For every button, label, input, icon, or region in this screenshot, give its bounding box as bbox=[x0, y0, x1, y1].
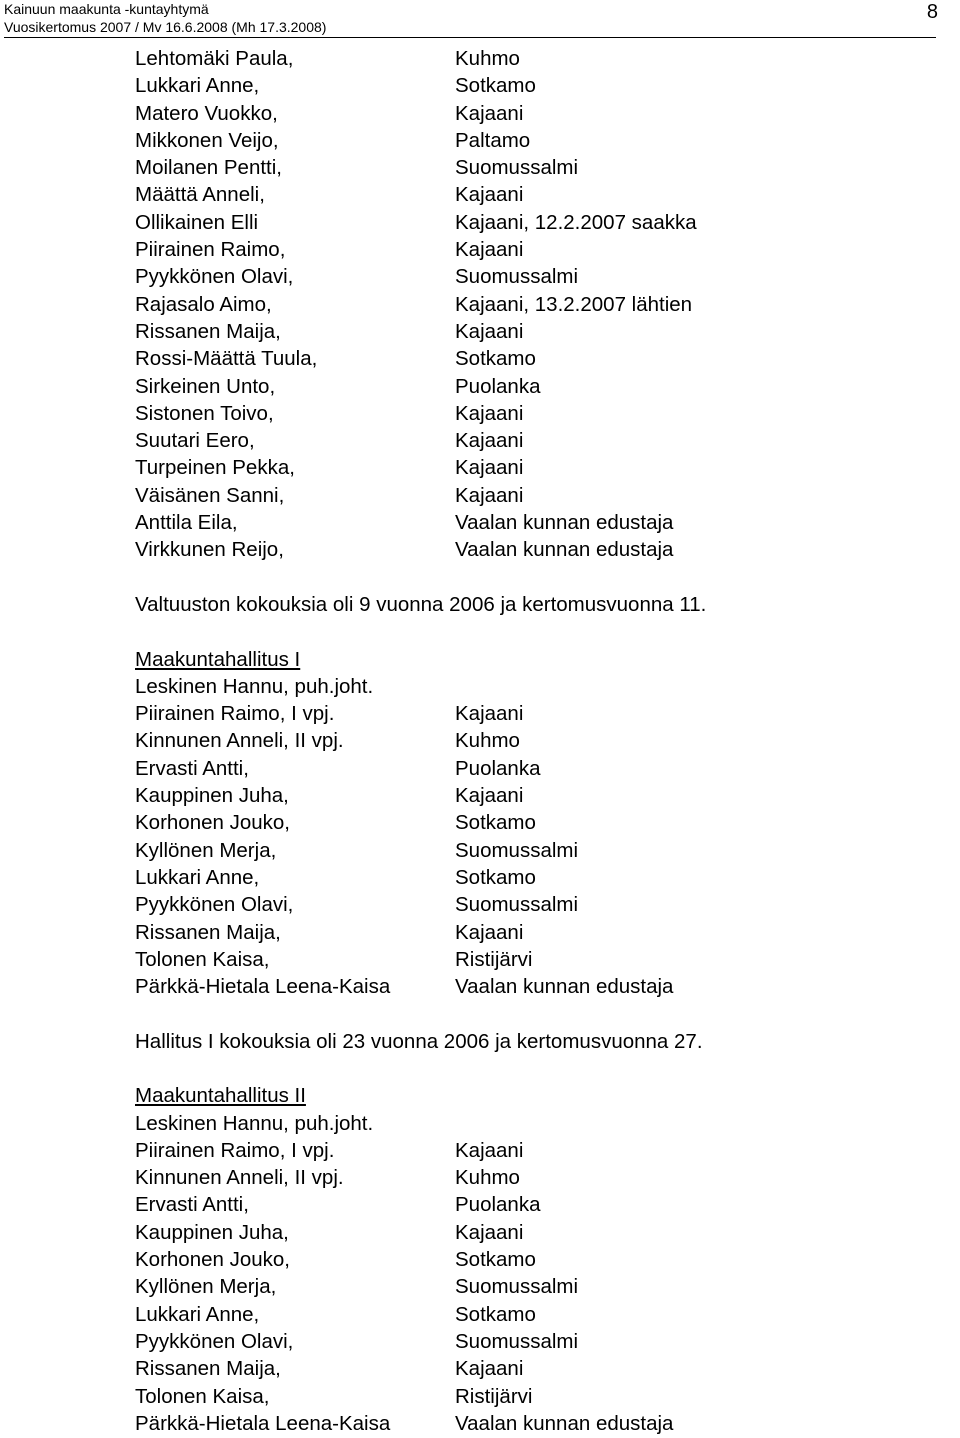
council-member-place: Kajaani bbox=[455, 101, 524, 125]
board2-member-place: Suomussalmi bbox=[455, 1275, 579, 1299]
council-member-row bbox=[135, 373, 935, 400]
council-member-row bbox=[135, 536, 935, 563]
council-member-row bbox=[135, 209, 935, 236]
board1-member-name: Pyykkönen Olavi, bbox=[135, 893, 294, 917]
board2-member-place: Sotkamo bbox=[455, 1248, 536, 1272]
council-member-name: Määttä Anneli, bbox=[135, 183, 265, 207]
board1-member-place: Kajaani bbox=[455, 702, 524, 726]
council-member-row bbox=[135, 100, 935, 127]
board1-member-list bbox=[135, 700, 935, 1000]
board2-member-name: Lukkari Anne, bbox=[135, 1302, 260, 1326]
board2-member-row bbox=[135, 1328, 935, 1355]
council-member-place: Kajaani bbox=[455, 483, 524, 507]
board1-member-name: Ervasti Antti, bbox=[135, 756, 249, 780]
board1-member-place: Kajaani bbox=[455, 920, 524, 944]
council-member-place: Vaalan kunnan edustaja bbox=[455, 538, 674, 562]
council-member-row bbox=[135, 482, 935, 509]
board1-member-name: Lukkari Anne, bbox=[135, 865, 260, 889]
council-member-name: Suutari Eero, bbox=[135, 429, 255, 453]
council-member-place: Kajaani bbox=[455, 183, 524, 207]
board1-member-row bbox=[135, 864, 935, 891]
council-member-place: Paltamo bbox=[455, 128, 531, 152]
board1-member-row bbox=[135, 919, 935, 946]
council-member-place: Suomussalmi bbox=[455, 156, 579, 180]
board1-member-row bbox=[135, 973, 935, 1000]
board1-member-place: Kajaani bbox=[455, 784, 524, 808]
board2-title: Maakuntahallitus II bbox=[135, 1084, 306, 1108]
council-member-place: Kajaani, 12.2.2007 saakka bbox=[455, 210, 697, 234]
board1-member-place: Sotkamo bbox=[455, 865, 536, 889]
board2-member-row bbox=[135, 1219, 935, 1246]
board1-member-name: Piirainen Raimo, I vpj. bbox=[135, 702, 335, 726]
council-member-place: Kajaani bbox=[455, 456, 524, 480]
council-member-name: Virkkunen Reijo, bbox=[135, 538, 284, 562]
council-member-name: Lehtomäki Paula, bbox=[135, 47, 294, 70]
council-member-place: Puolanka bbox=[455, 374, 541, 398]
council-member-place: Kajaani bbox=[455, 429, 524, 453]
council-member-name: Piirainen Raimo, bbox=[135, 238, 286, 262]
council-member-name: Anttila Eila, bbox=[135, 511, 238, 535]
board2-member-place: Kuhmo bbox=[455, 1166, 520, 1190]
council-member-row bbox=[135, 45, 935, 72]
council-member-row bbox=[135, 345, 935, 372]
council-member-name: Moilanen Pentti, bbox=[135, 156, 283, 180]
board1-member-name: Kyllönen Merja, bbox=[135, 838, 277, 862]
council-member-list bbox=[135, 45, 935, 564]
board2-member-name: Tolonen Kaisa, bbox=[135, 1384, 270, 1408]
board1-member-row bbox=[135, 727, 935, 754]
board1-member-place: Vaalan kunnan edustaja bbox=[455, 975, 674, 999]
board2-member-name: Kyllönen Merja, bbox=[135, 1275, 277, 1299]
board2-member-place: Puolanka bbox=[455, 1193, 541, 1217]
council-member-place: Sotkamo bbox=[455, 347, 536, 371]
board2-member-name: Pärkkä-Hietala Leena-Kaisa bbox=[135, 1411, 391, 1435]
board2-member-place: Suomussalmi bbox=[455, 1329, 579, 1353]
board1-member-name: Kauppinen Juha, bbox=[135, 784, 289, 808]
board1-member-place: Puolanka bbox=[455, 756, 541, 780]
council-member-row bbox=[135, 400, 935, 427]
board2-member-name: Piirainen Raimo, I vpj. bbox=[135, 1138, 335, 1162]
council-member-place: Kajaani, 13.2.2007 lähtien bbox=[455, 292, 693, 316]
board2-member-name: Rissanen Maija, bbox=[135, 1357, 281, 1381]
header-report: Vuosikertomus 2007 / Mv 16.6.2008 (Mh 17.3.2008) bbox=[4, 19, 327, 35]
council-member-place: Kajaani bbox=[455, 319, 524, 343]
board2-member-place: Vaalan kunnan edustaja bbox=[455, 1411, 674, 1435]
board1-member-name: Korhonen Jouko, bbox=[135, 811, 291, 835]
council-member-name: Mikkonen Veijo, bbox=[135, 128, 279, 152]
board1-member-name: Kinnunen Anneli, II vpj. bbox=[135, 729, 344, 753]
council-member-row bbox=[135, 509, 935, 536]
board2-member-place: Ristijärvi bbox=[455, 1384, 533, 1408]
board1-meetings-text: Hallitus I kokouksia oli 23 vuonna 2006 ja kertomusvuonna 27. bbox=[135, 1029, 703, 1053]
council-member-row bbox=[135, 127, 935, 154]
board2-member-name: Ervasti Antti, bbox=[135, 1193, 249, 1217]
council-member-place: Kuhmo bbox=[455, 47, 520, 70]
board1-member-row bbox=[135, 837, 935, 864]
board1-member-row bbox=[135, 755, 935, 782]
page-header bbox=[4, 0, 326, 36]
board1-member-name: Rissanen Maija, bbox=[135, 920, 281, 944]
council-member-row bbox=[135, 263, 935, 290]
page-number: 8 bbox=[926, 1, 938, 23]
council-member-name: Rajasalo Aimo, bbox=[135, 292, 272, 316]
board1-member-place: Suomussalmi bbox=[455, 838, 579, 862]
board2-member-row bbox=[135, 1164, 935, 1191]
council-member-place: Sotkamo bbox=[455, 74, 536, 98]
council-member-row bbox=[135, 318, 935, 345]
council-member-row bbox=[135, 154, 935, 181]
council-member-place: Suomussalmi bbox=[455, 265, 579, 289]
board2-member-row bbox=[135, 1191, 935, 1218]
board2-member-place: Kajaani bbox=[455, 1138, 524, 1162]
board1-member-row bbox=[135, 946, 935, 973]
board1-member-row bbox=[135, 891, 935, 918]
council-meetings-text: Valtuuston kokouksia oli 9 vuonna 2006 ja kertomusvuonna 11. bbox=[135, 592, 707, 616]
header-org: Kainuun maakunta -kuntayhtymä bbox=[4, 1, 209, 17]
council-member-name: Sistonen Toivo, bbox=[135, 401, 274, 425]
board2-member-name: Kinnunen Anneli, II vpj. bbox=[135, 1166, 344, 1190]
board2-member-place: Kajaani bbox=[455, 1357, 524, 1381]
board2-member-row bbox=[135, 1246, 935, 1273]
council-member-name: Pyykkönen Olavi, bbox=[135, 265, 294, 289]
board1-member-name: Tolonen Kaisa, bbox=[135, 947, 270, 971]
council-member-row bbox=[135, 236, 935, 263]
board1-member-place: Kuhmo bbox=[455, 729, 520, 753]
board2-member-name: Korhonen Jouko, bbox=[135, 1248, 291, 1272]
board1-member-place: Sotkamo bbox=[455, 811, 536, 835]
council-member-name: Rossi-Määttä Tuula, bbox=[135, 347, 318, 371]
board2-member-name: Kauppinen Juha, bbox=[135, 1220, 289, 1244]
board2-member-place: Sotkamo bbox=[455, 1302, 536, 1326]
council-member-place: Kajaani bbox=[455, 238, 524, 262]
council-member-row bbox=[135, 427, 935, 454]
board1-member-row bbox=[135, 809, 935, 836]
board2-member-list bbox=[135, 1137, 935, 1437]
council-member-name: Turpeinen Pekka, bbox=[135, 456, 295, 480]
board1-member-place: Ristijärvi bbox=[455, 947, 533, 971]
board2-chair: Leskinen Hannu, puh.joht. bbox=[135, 1111, 374, 1135]
board1-chair: Leskinen Hannu, puh.joht. bbox=[135, 674, 374, 698]
council-member-name: Väisänen Sanni, bbox=[135, 483, 285, 507]
board1-member-place: Suomussalmi bbox=[455, 893, 579, 917]
council-member-place: Vaalan kunnan edustaja bbox=[455, 511, 674, 535]
board2-member-name: Pyykkönen Olavi, bbox=[135, 1329, 294, 1353]
council-member-place: Kajaani bbox=[455, 401, 524, 425]
board1-member-row bbox=[135, 782, 935, 809]
board1-title: Maakuntahallitus I bbox=[135, 647, 301, 671]
board1-member-row bbox=[135, 700, 935, 727]
board2-member-row bbox=[135, 1137, 935, 1164]
council-member-name: Lukkari Anne, bbox=[135, 74, 260, 98]
council-member-name: Sirkeinen Unto, bbox=[135, 374, 276, 398]
board2-member-place: Kajaani bbox=[455, 1220, 524, 1244]
council-member-row bbox=[135, 291, 935, 318]
board2-member-row bbox=[135, 1410, 935, 1437]
board2-member-row bbox=[135, 1301, 935, 1328]
board2-member-row bbox=[135, 1273, 935, 1300]
council-member-name: Matero Vuokko, bbox=[135, 101, 278, 125]
document-body bbox=[135, 45, 935, 1437]
council-member-name: Ollikainen Elli bbox=[135, 210, 259, 234]
board1-member-name: Pärkkä-Hietala Leena-Kaisa bbox=[135, 975, 391, 999]
council-member-name: Rissanen Maija, bbox=[135, 319, 281, 343]
council-member-row bbox=[135, 72, 935, 99]
header-divider bbox=[4, 37, 936, 38]
council-member-row bbox=[135, 181, 935, 208]
board2-member-row bbox=[135, 1355, 935, 1382]
council-member-row bbox=[135, 454, 935, 481]
board2-member-row bbox=[135, 1383, 935, 1410]
